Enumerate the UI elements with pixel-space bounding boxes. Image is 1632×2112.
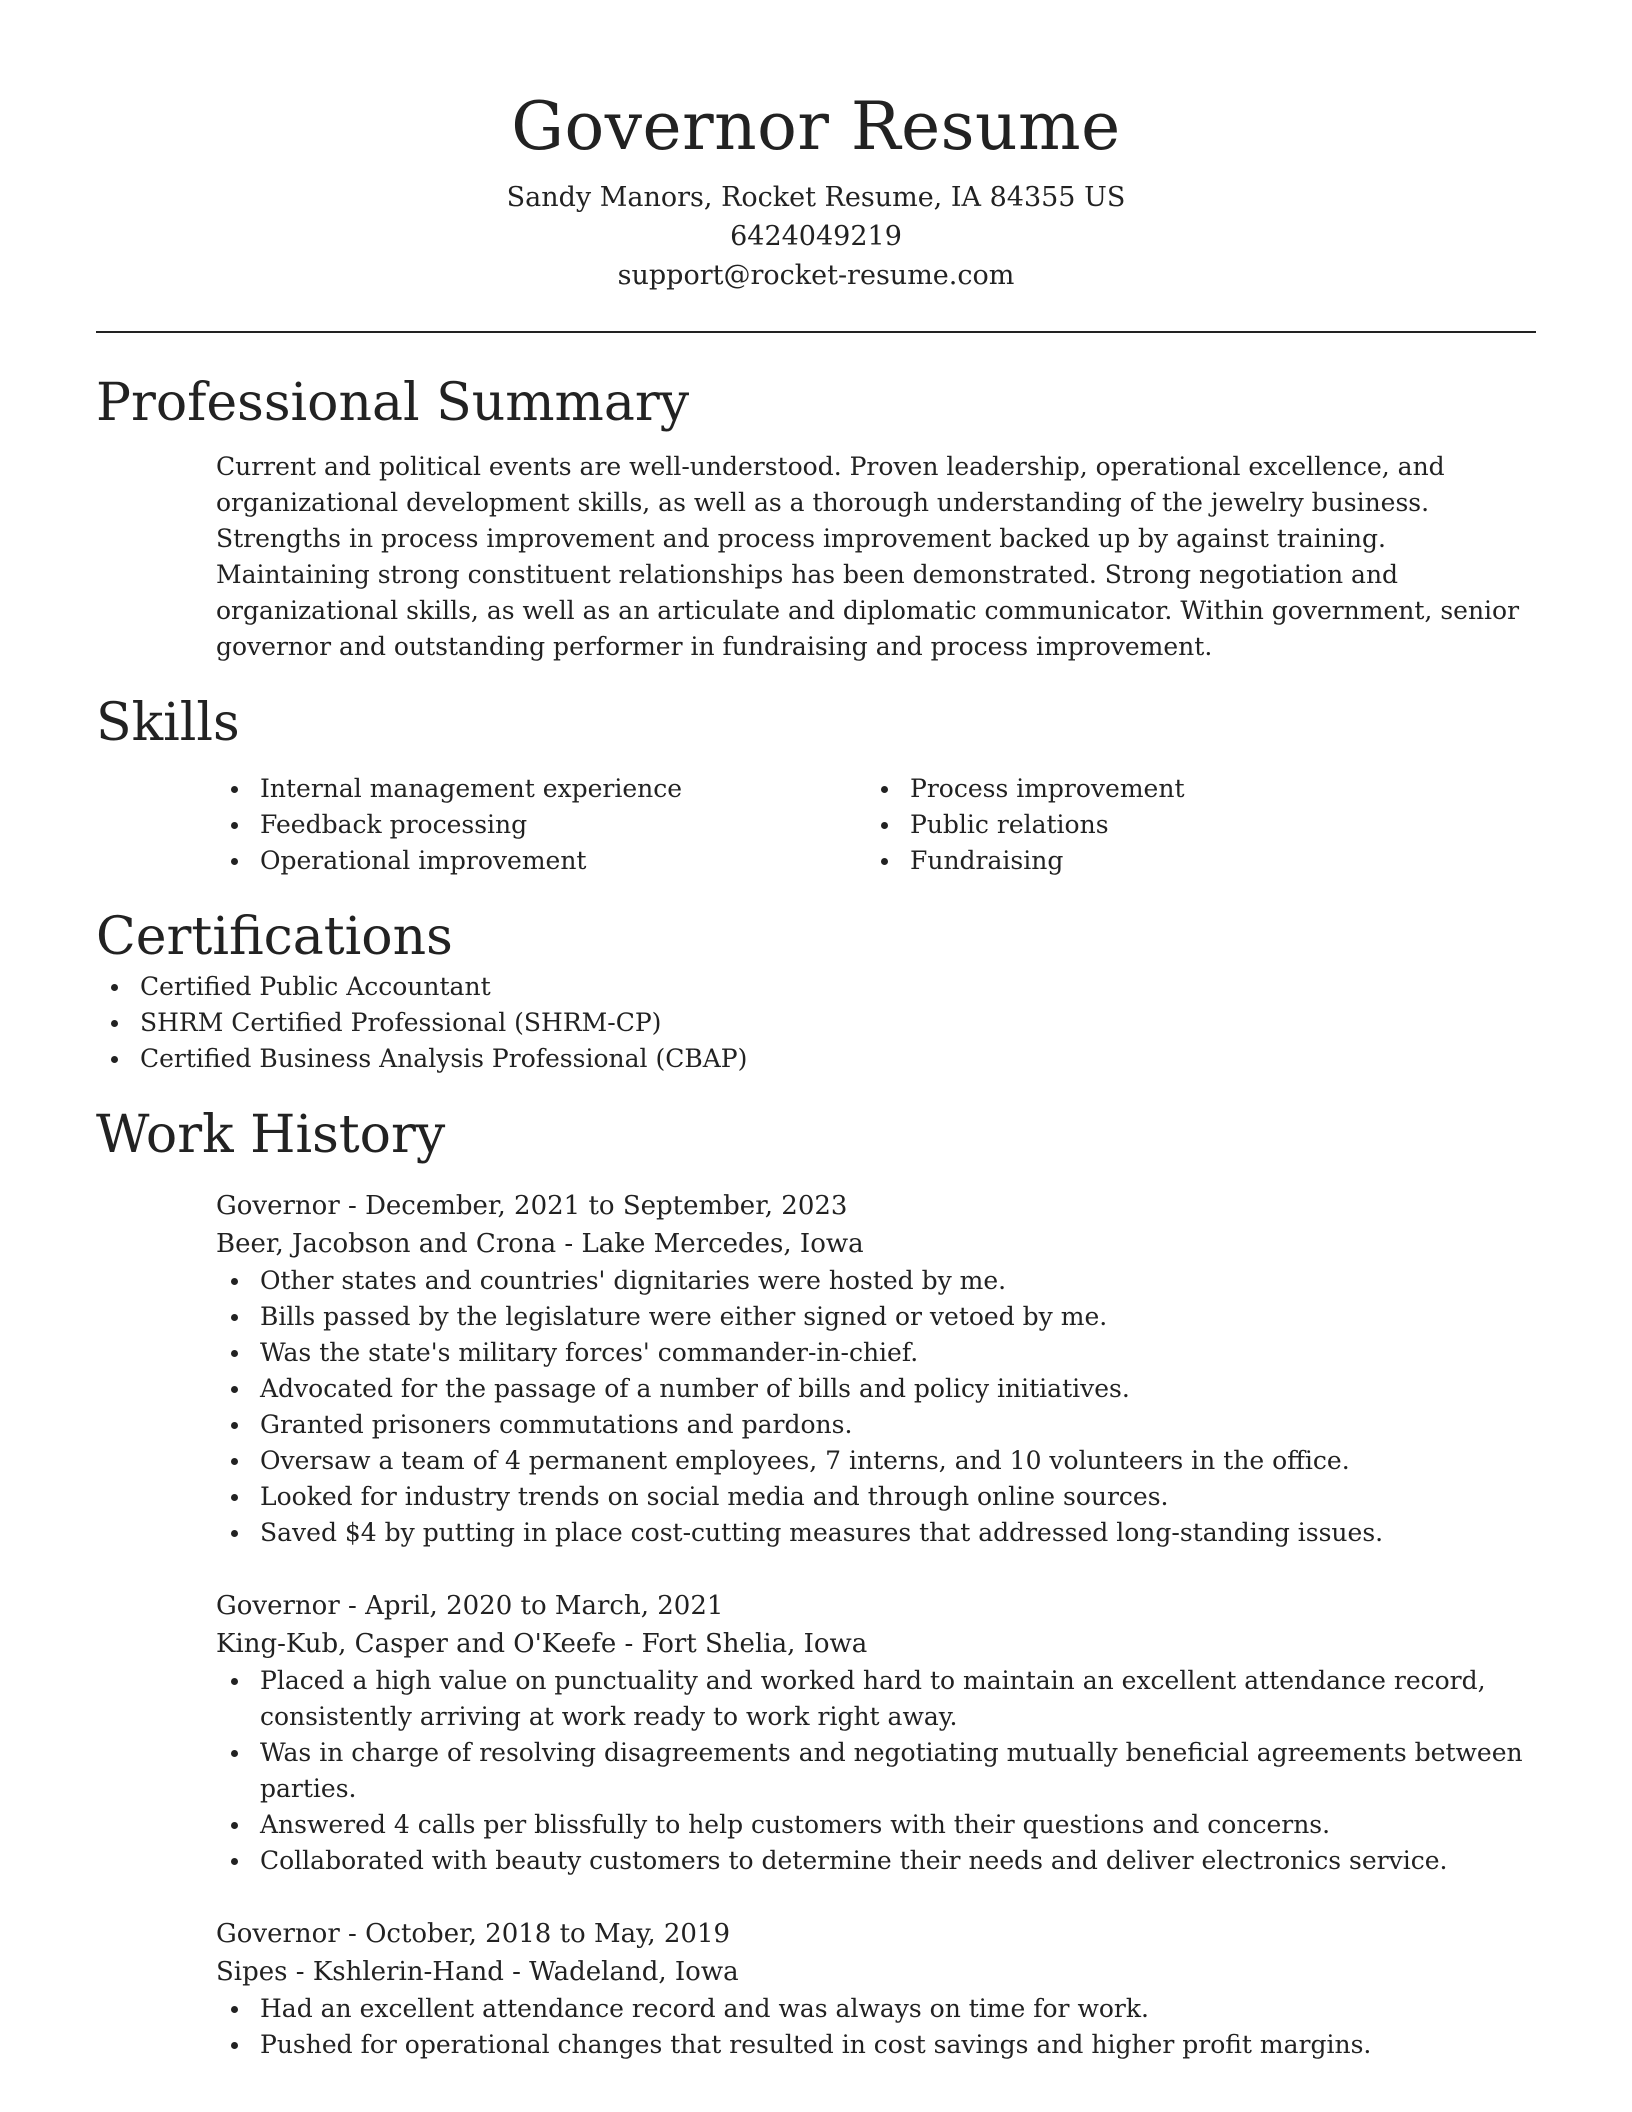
summary-heading: Professional Summary	[96, 373, 690, 433]
resume-title: Governor Resume	[511, 88, 1121, 165]
summary-text: Current and political events are well-understood. Proven leadership, operational excellence, and organizational development skills, as well as a thorough understanding of the jewelry business. Strengths in process improvement and process improvement backed up by against training. Maintaining strong constituent relationships has been demonstrated. Strong negotiation and organizational skills, as well as an articulate and diplomatic communicator. Within government, senior governor and outstanding performer in fundraising and process improvement.	[216, 452, 1520, 661]
job-duties-list	[216, 1663, 1536, 1879]
job-duty-item: Placed a high value on punctuality and worked hard to maintain an excellent attendance record, consistently arriving at work ready to work right away.	[216, 1663, 1536, 1735]
job-company-location: Sipes - Kshlerin-Hand - Wadeland, Iowa	[216, 1957, 739, 1987]
skills-left-list	[216, 771, 866, 879]
job-duty-item: Looked for industry trends on social media and through online sources.	[216, 1479, 1536, 1515]
work-history-section	[96, 1103, 1536, 2063]
job-company-location: Beer, Jacobson and Crona - Lake Mercedes, Iowa	[216, 1229, 864, 1259]
job-duty-item: Granted prisoners commutations and pardons.	[216, 1407, 1536, 1443]
summary-section	[96, 371, 1536, 665]
job-entry	[216, 1187, 1536, 1551]
job-entry	[216, 1915, 1536, 2063]
work-history-heading: Work History	[96, 1105, 446, 1165]
job-title-dates: Governor - October, 2018 to May, 2019	[216, 1919, 731, 1949]
certification-item: SHRM Certified Professional (SHRM-CP)	[96, 1005, 1536, 1041]
job-duty-item: Other states and countries' dignitaries were hosted by me.	[216, 1263, 1536, 1299]
job-duty-item: Collaborated with beauty customers to determine their needs and deliver electronics service.	[216, 1843, 1536, 1879]
skills-right-list	[866, 771, 1516, 879]
job-duty-item: Pushed for operational changes that resulted in cost savings and higher profit margins.	[216, 2027, 1536, 2063]
certifications-section	[96, 905, 1536, 1077]
job-duty-item: Answered 4 calls per blissfully to help customers with their questions and concerns.	[216, 1807, 1536, 1843]
skills-section	[96, 691, 1536, 879]
certifications-list	[96, 969, 1536, 1077]
job-company-location: King-Kub, Casper and O'Keefe - Fort Shelia, Iowa	[216, 1629, 868, 1659]
skill-item: Feedback processing	[216, 807, 866, 843]
skill-item: Process improvement	[866, 771, 1516, 807]
certification-item: Certified Public Accountant	[96, 969, 1536, 1005]
job-duty-item: Bills passed by the legislature were either signed or vetoed by me.	[216, 1299, 1536, 1335]
job-duties-list	[216, 1991, 1536, 2063]
skill-item: Fundraising	[866, 843, 1516, 879]
job-duty-item: Was in charge of resolving disagreements and negotiating mutually beneficial agreements between parties.	[216, 1735, 1536, 1807]
skills-grid	[216, 771, 1536, 879]
job-entry	[216, 1587, 1536, 1879]
resume-header	[96, 0, 1536, 295]
phone-text: 6424049219	[730, 221, 902, 252]
job-duty-item: Had an excellent attendance record and was always on time for work.	[216, 1991, 1536, 2027]
job-duty-item: Was the state's military forces' commander-in-chief.	[216, 1335, 1536, 1371]
header-divider	[96, 331, 1536, 333]
certifications-heading: Certifications	[96, 907, 453, 967]
job-title-dates: Governor - April, 2020 to March, 2021	[216, 1591, 724, 1621]
address-text: Sandy Manors, Rocket Resume, IA 84355 US	[506, 182, 1126, 213]
job-title-dates: Governor - December, 2021 to September, 2023	[216, 1191, 848, 1221]
skill-item: Public relations	[866, 807, 1516, 843]
job-duties-list	[216, 1263, 1536, 1551]
skill-item: Operational improvement	[216, 843, 866, 879]
resume-page	[96, 0, 1536, 2063]
certification-item: Certified Business Analysis Professional (CBAP)	[96, 1041, 1536, 1077]
skill-item: Internal management experience	[216, 771, 866, 807]
email-text: support@rocket-resume.com	[617, 260, 1015, 291]
contact-info	[96, 178, 1536, 295]
skills-heading: Skills	[96, 693, 240, 753]
job-duty-item: Oversaw a team of 4 permanent employees, 7 interns, and 10 volunteers in the office.	[216, 1443, 1536, 1479]
job-duty-item: Saved $4 by putting in place cost-cutting measures that addressed long-standing issues.	[216, 1515, 1536, 1551]
job-duty-item: Advocated for the passage of a number of bills and policy initiatives.	[216, 1371, 1536, 1407]
